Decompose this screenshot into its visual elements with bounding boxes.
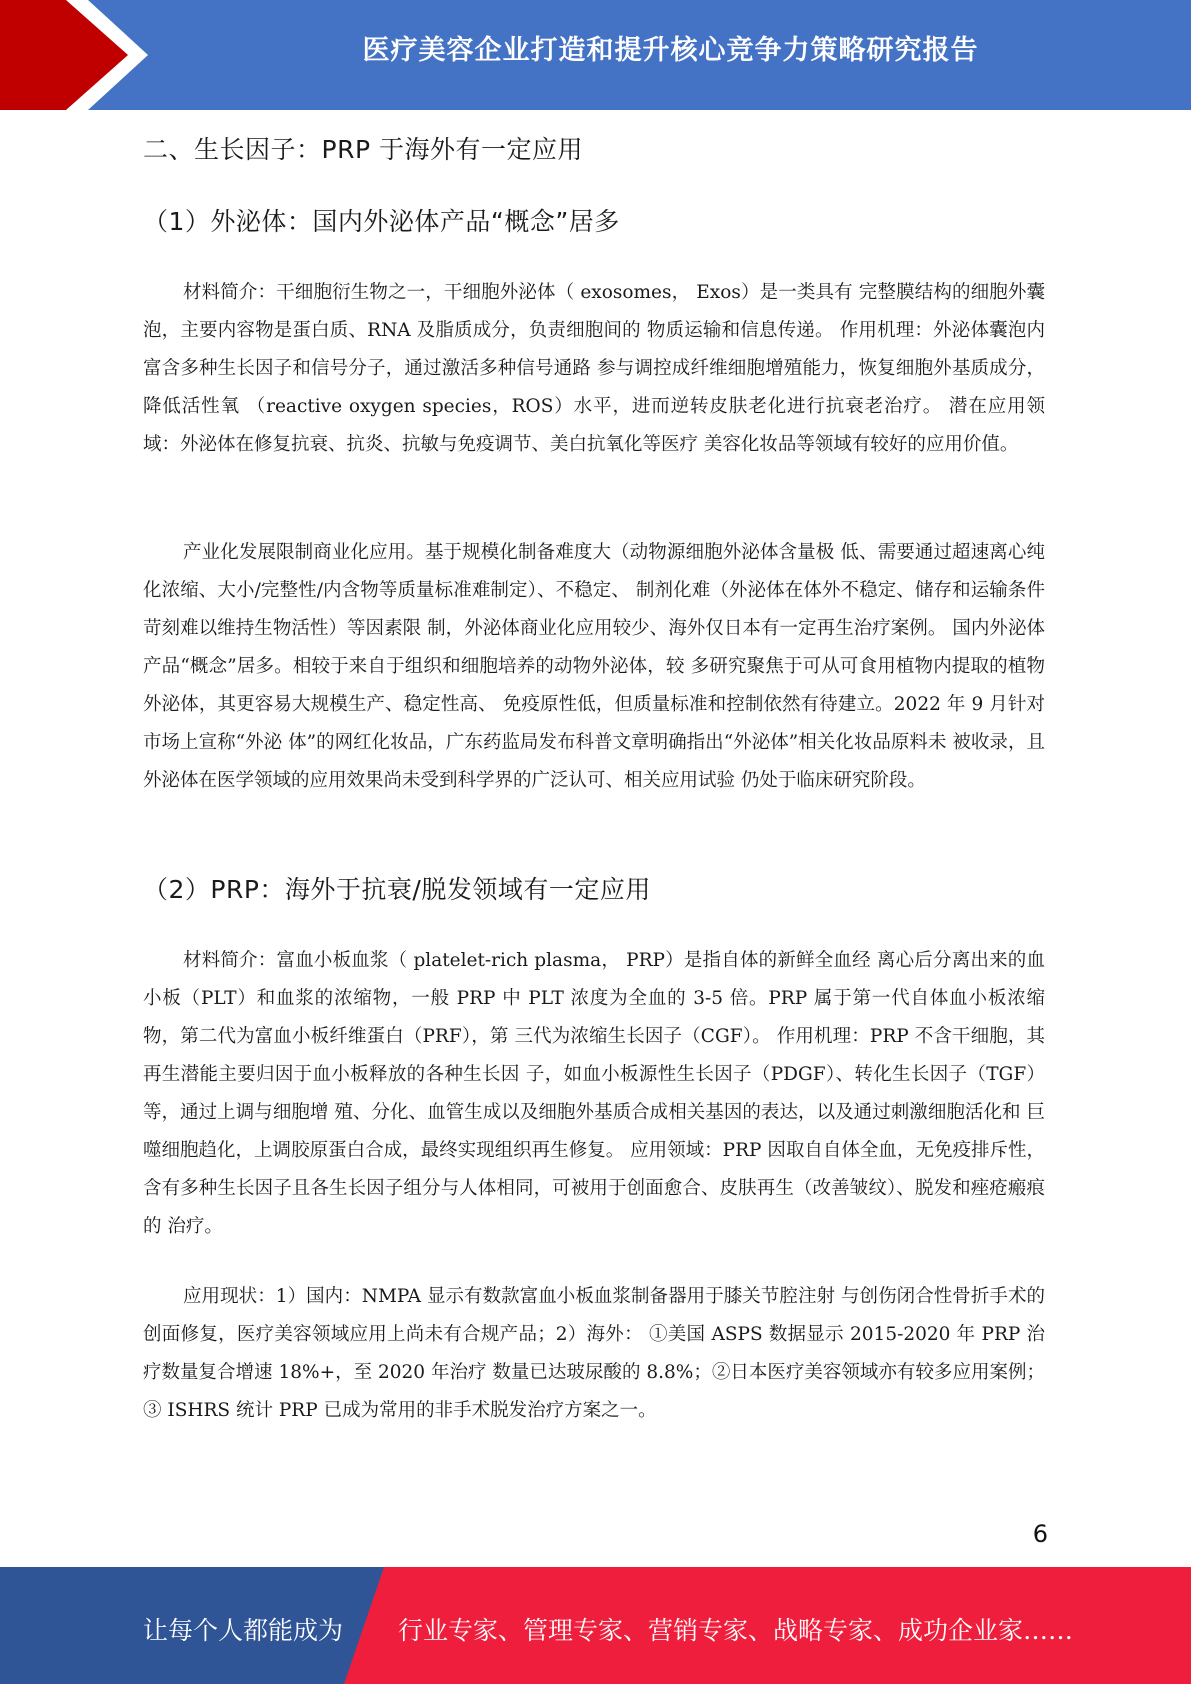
paragraph-prp-status: 应用现状：1）国内：NMPA 显示有数款富血小板血浆制备器用于膝关节腔注射 与创伤闭合性骨折手术的创面修复，医疗美容领域应用上尚未有合规产品；2）海外： ①美国 ASPS 数据显示 2015-2020 年 PRP 治疗数量复合增速 18%+，至 2020 年治疗 数量已达玻尿酸的 8.8%；②日本医疗美容领域亦有较多应用案例；③ ISHRS 统计 PRP 已成为常用的非手术脱发治疗方案之一。 (143, 1286, 1045, 1421)
footer-banner (0, 1567, 1191, 1684)
subsection-heading-exosomes: （1）外泌体：国内外泌体产品“概念”居多 (143, 207, 620, 236)
paragraph-exosomes-industrialization: 产业化发展限制商业化应用。基于规模化制备难度大（动物源细胞外泌体含量极 低、需要通过超速离心纯化浓缩、大小/完整性/内含物等质量标准难制定）、不稳定、 制剂化难（外泌体在体外不稳定、储存和运输条件苛刻难以维持生物活性）等因素限 制，外泌体商业化应用较少、海外仅日本有一定再生治疗案例。 国内外泌体产品“概念”居多。相较于来自于组织和细胞培养的动物外泌体，较 多研究聚焦于可从可食用植物内提取的植物外泌体，其更容易大规模生产、稳定性高、 免疫原性低，但质量标准和控制依然有待建立。2022 年 9 月针对市场上宣称“外泌 体”的网红化妆品，广东药监局发布科普文章明确指出“外泌体”相关化妆品原料未 被收录，且外泌体在医学领域的应用效果尚未受到科学界的广泛认可、相关应用试验 仍处于临床研究阶段。 (143, 542, 1045, 791)
page-number: 6 (1032, 1520, 1048, 1548)
paragraph-prp-intro: 材料简介：富血小板血浆（ platelet-rich plasma， PRP）是指自体的新鲜全血经 离心后分离出来的血小板（PLT）和血浆的浓缩物，一般 PRP 中 PLT 浓度为全血的 3-5 倍。PRP 属于第一代自体血小板浓缩物，第二代为富血小板纤维蛋白（PRF），第 三代为浓缩生长因子（CGF）。 作用机理：PRP 不含干细胞，其再生潜能主要归因于血小板释放的各种生长因 子，如血小板源性生长因子（PDGF）、转化生长因子（TGF）等，通过上调与细胞增 殖、分化、血管生成以及细胞外基质合成相关基因的表达，以及通过刺激细胞活化和 巨噬细胞趋化，上调胶原蛋白合成，最终实现组织再生修复。 应用领域：PRP 因取自自体全血，无免疫排斥性，含有多种生长因子且各生长因子组分与人体相同，可被用于创面愈合、皮肤再生（改善皱纹）、脱发和痤疮瘢痕的 治疗。 (143, 950, 1045, 1237)
footer-slogan-right: 行业专家、管理专家、营销专家、战略专家、成功企业家…… (398, 1616, 1074, 1645)
section-heading: 二、生长因子：PRP 于海外有一定应用 (143, 135, 583, 164)
report-title: 医疗美容企业打造和提升核心竞争力策略研究报告 (362, 35, 979, 66)
subsection-heading-prp: （2）PRP：海外于抗衰/脱发领域有一定应用 (143, 875, 651, 904)
footer-slogan-left: 让每个人都能成为 (143, 1616, 344, 1645)
header-banner (0, 0, 1191, 110)
paragraph-exosomes-intro: 材料简介：干细胞衍生物之一，干细胞外泌体（ exosomes， Exos）是一类具有 完整膜结构的细胞外囊泡，主要内容物是蛋白质、RNA 及脂质成分，负责细胞间的 物质运输和信息传递。 作用机理：外泌体囊泡内富含多种生长因子和信号分子，通过激活多种信号通路 参与调控成纤维细胞增殖能力，恢复细胞外基质成分，降低活性氧 （reactive oxygen species，ROS）水平，进而逆转皮肤老化进行抗衰老治疗。 潜在应用领域：外泌体在修复抗衰、抗炎、抗敏与免疫调节、美白抗氧化等医疗 美容化妆品等领域有较好的应用价值。 (143, 282, 1045, 455)
